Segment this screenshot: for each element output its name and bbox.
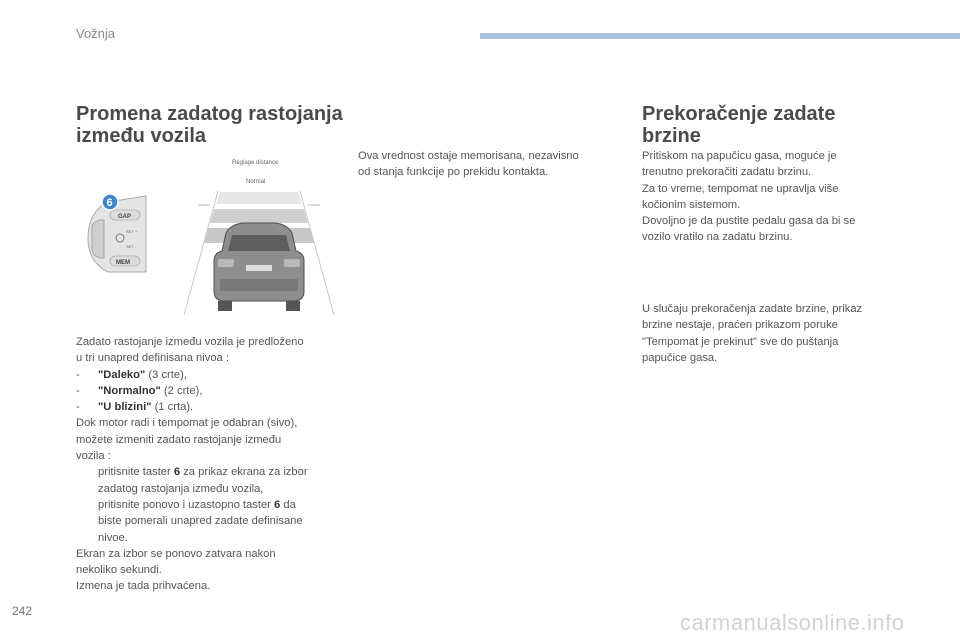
step-item-2: pritisnite ponovo i uzastopno taster 6 da biste pomerali unapred zadate definisane nivoe. — [76, 497, 346, 546]
distance-display-illustration — [180, 155, 338, 315]
bullet-icon — [76, 497, 98, 546]
list-item-far: - "Daleko" (3 crte), — [76, 368, 187, 381]
watermark: carmanualsonline.info — [680, 610, 905, 635]
mem-label: MEM — [116, 260, 130, 266]
list-item-near: - "U blizini" (1 crta). — [76, 401, 194, 414]
steering-switch-illustration — [86, 192, 156, 276]
section-title-overspeed: Prekoračenje zadate brzine — [642, 103, 836, 147]
list-item-normal: - "Normalno" (2 crte), — [76, 384, 203, 397]
bullet-icon — [76, 464, 98, 497]
gap-label: GAP — [118, 214, 132, 220]
section-title-distance: Promena zadatog rastojanja između vozila — [76, 103, 343, 147]
step-item-1: pritisnite taster 6 za prikaz ekrana za izbor zadatog rastojanja između vozila, — [76, 464, 346, 497]
page-number: 242 — [12, 604, 33, 618]
chapter-title: Vožnja — [76, 26, 116, 41]
set-plus-label: SET + — [126, 229, 138, 234]
header-bar — [480, 33, 960, 39]
overspeed-note: U slučaju prekoračenja zadate brzine, prikaz brzine nestaje, praćen prikazom poruke "Tempomat je prekinut" sve do puštanja papučice gasa. — [642, 303, 863, 364]
overspeed-description: Pritiskom na papučicu gasa, moguće je trenutno prekoračiti zadatu brzinu. Za to vreme, tempomat ne upravlja više kočionim sistemom. Dovoljno je da pustite pedalu gasa da bi se vozilo vratilo na zadatu brzinu. — [642, 150, 856, 244]
illus-label-normal: Normal — [246, 179, 266, 185]
set-minus-label: SET - — [126, 244, 137, 249]
distance-description: Zadato rastojanje između vozila je predloženo u tri unapred definisana nivoa : - "Daleko" (3 crte), - "Normalno" (2 crte), - "U blizini" (1 crta). Dok motor radi i tempomat je odabran (sivo), možete izmeniti zadato rastojanje između vozila : pritisnite taster 6 za prikaz ekrana za izbor zadatog rastojanja između vozila, pritisnite ponovo i uzastopno taster 6 da biste pomerali unapred zadate definisane nivoe. Ekran za izbor se ponovo zatvara nakon nekoliko sekundi. Izmena je tada prihvaćena. — [76, 334, 346, 595]
button-6-number: 6 — [106, 197, 113, 209]
illus-label-distance: Réglage distance — [232, 160, 279, 166]
memory-note: Ova vrednost ostaje memorisana, nezavisno od stanja funkcije po prekidu kontakta. — [358, 150, 579, 179]
